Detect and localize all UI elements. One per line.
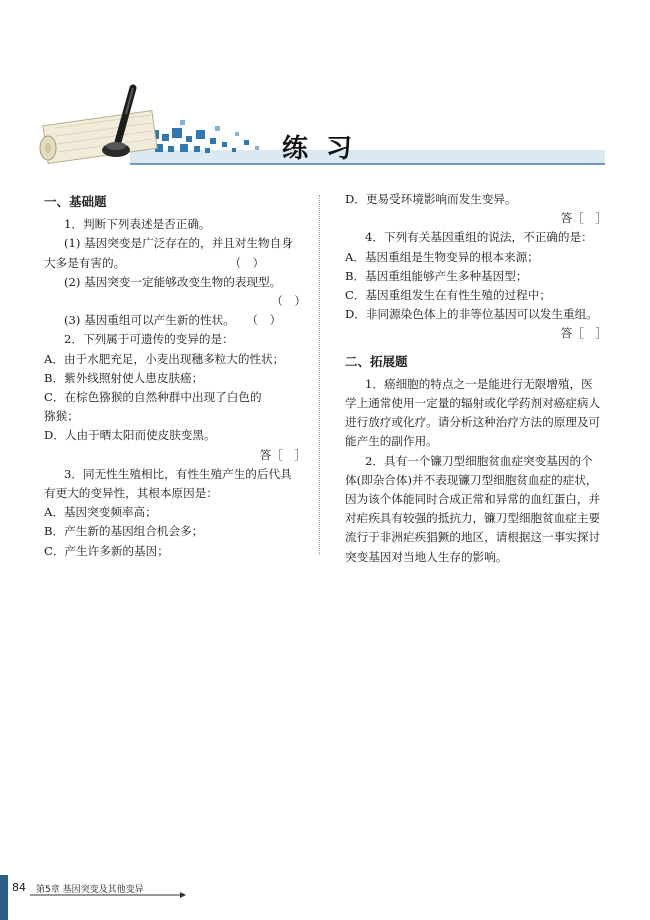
text-line: 答［ ］ <box>259 447 306 462</box>
text-line: （ ） <box>271 294 306 309</box>
text-line: 2．具有一个镰刀型细胞贫血症突变基因的个 <box>365 453 593 468</box>
text-line: 有更大的变异性，其根本原因是： <box>44 486 218 501</box>
text-line: 2．下列属于可遗传的变异的是： <box>64 332 234 347</box>
text-line: 能产生的副作用。 <box>345 434 438 449</box>
text-line: C．产生许多新的基因； <box>44 543 169 558</box>
right-column <box>345 190 607 567</box>
text-line: (2) 基因突变一定能够改变生物的表现型。 <box>64 274 282 289</box>
text-line: (3) 基因重组可以产生新的性状。 （ ） <box>64 313 282 328</box>
chapter-label: 第5章 基因突变及其他变异 <box>36 885 144 895</box>
left-column <box>44 190 306 561</box>
text-line: B．产生新的基因组合机会多； <box>44 524 204 539</box>
text-line: 1．判断下列表述是否正确。 <box>64 217 211 232</box>
text-line: (1) 基因突变是广泛存在的，并且对生物自身 <box>64 236 293 251</box>
extension-question-lines <box>345 375 607 567</box>
column-divider <box>319 195 320 555</box>
text-line: 流行于非洲疟疾猖獗的地区，请根据这一事实探讨 <box>345 530 601 545</box>
text-line: C．基因重组发生在有性生殖的过程中； <box>345 288 551 303</box>
section-title-extension: 二、拓展题 <box>345 353 408 369</box>
text-line: 学上通常使用一定量的辐射或化学药剂对癌症病人 <box>345 396 601 411</box>
text-line: A．基因突变频率高； <box>44 505 157 520</box>
text-line: 突变基因对当地人生存的影响。 <box>345 549 508 564</box>
section-title-basic: 一、基础题 <box>44 194 107 209</box>
text-line: 体(即杂合体)并不表现镰刀型细胞贫血症的症状， <box>345 472 598 487</box>
text-line: 1．癌细胞的特点之一是能进行无限增殖，医 <box>365 376 593 391</box>
text-line: D．非同源染色体上的非等位基因可以发生重组。 <box>345 307 598 322</box>
right-question-lines <box>345 190 607 344</box>
text-line: 答［ ］ <box>560 211 607 226</box>
page-title: 练习 <box>282 134 371 164</box>
text-line: 进行放疗或化疗。请分析这种治疗方法的原理及可 <box>345 415 601 430</box>
text-line: D．人由于晒太阳而使皮肤变黑。 <box>44 428 216 443</box>
text-line: 3．同无性生殖相比，有性生殖产生的后代具 <box>64 466 292 481</box>
left-question-lines <box>44 215 306 561</box>
text-line: 大多是有害的。 （ ） <box>44 255 265 270</box>
text-line: B．紫外线照射使人患皮肤癌； <box>44 370 204 385</box>
text-line: A．基因重组是生物变异的根本来源； <box>345 249 539 264</box>
text-line: D．更易受环境影响而发生变异。 <box>345 192 517 206</box>
header-banner <box>0 0 650 190</box>
text-line: A．由于水肥充足，小麦出现穗多粒大的性状； <box>44 351 285 366</box>
page-footer <box>0 875 650 920</box>
text-line: 因为该个体能同时合成正常和异常的血红蛋白，并 <box>345 492 601 507</box>
text-line: B．基因重组能够产生多种基因型； <box>345 268 528 283</box>
text-line: 对疟疾具有较强的抵抗力，镰刀型细胞贫血症主要 <box>345 511 601 526</box>
text-line: 答［ ］ <box>560 326 607 341</box>
text-line: 猕猴； <box>44 409 79 424</box>
text-line: 4．下列有关基因重组的说法，不正确的是： <box>365 230 593 245</box>
text-line: C．在棕色猕猴的自然种群中出现了白色的 <box>44 390 262 405</box>
page-number: 84 <box>12 881 26 894</box>
